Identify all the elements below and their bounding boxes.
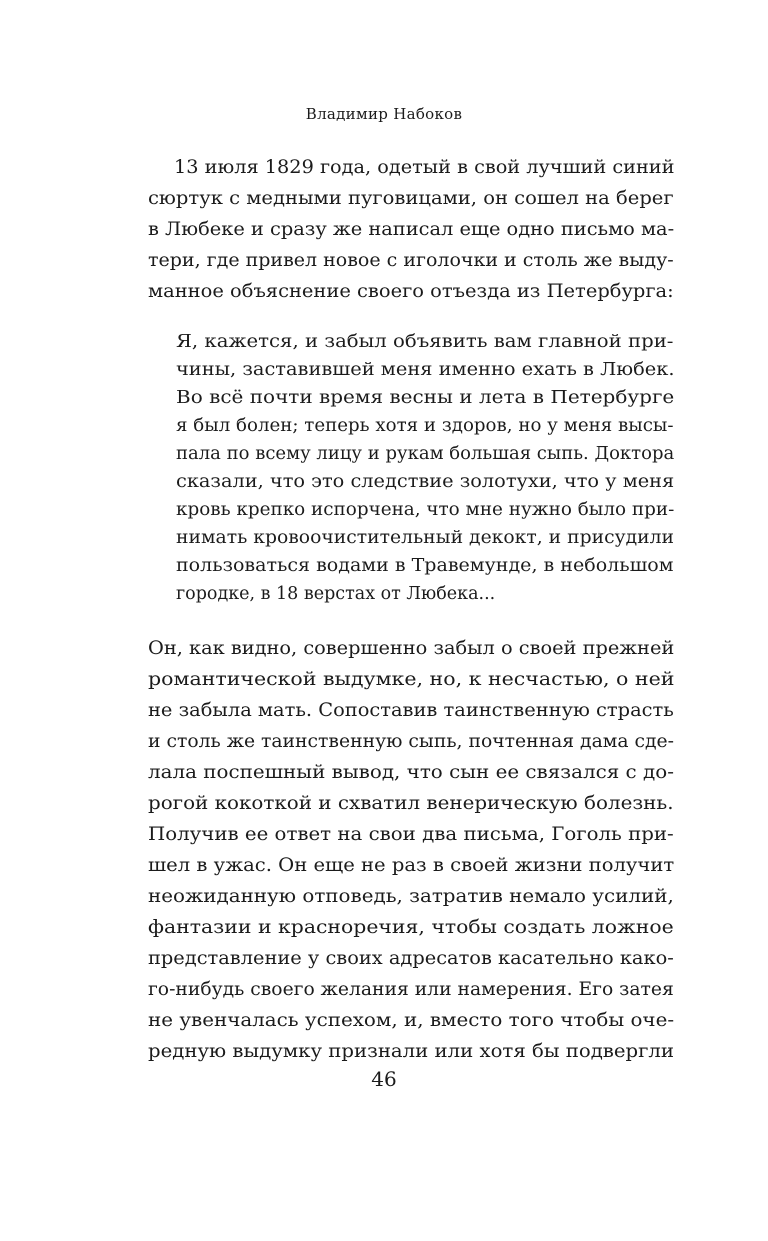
quote-line: пала по всему лицу и рукам большая сыпь. Доктора [176,444,675,464]
text-line: сюртук с медными пуговицами, он сошел на берег [148,187,674,209]
page-number: 46 [371,1067,397,1091]
running-head: Владимир Набоков [305,105,463,123]
text-line: в Любеке и сразу же написал еще одно письмо ма- [148,218,675,240]
quote-line: нимать кровоочистительный декокт, и присудили [176,528,675,548]
quote-line: чины, заставившей меня именно ехать в Любек. [176,360,675,380]
text-line: фантазии и красноречия, чтобы создать ложное [148,916,674,938]
text-line: Получив ее ответ на свои два письма, Гоголь при- [148,823,674,845]
quote-line: я был болен; теперь хотя и здоров, но у меня высы- [176,416,674,436]
quote-line: Я, кажется, и забыл объявить вам главной при- [176,332,674,352]
text-line: представление у своих адресатов касательно како- [148,947,674,969]
text-line: не забыла мать. Сопоставив таинственную страсть [148,699,674,721]
text-line: и столь же таинственную сыпь, почтенная дама сде- [148,730,674,752]
quote-line: пользоваться водами в Травемунде, в небольшом [176,556,674,576]
text-line: манное объяснение своего отъезда из Петербурга: [148,280,674,302]
quote-line: кровь крепко испорчена, что мне нужно было при- [176,500,675,520]
text-line: лала поспешный вывод, что сын ее связался с до- [148,761,674,783]
text-line: шел в ужас. Он еще не раз в своей жизни получит [148,854,675,876]
text-line: Он, как видно, совершенно забыл о своей прежней [148,637,675,659]
text-line: тери, где привел новое с иголочки и столь же выду- [148,249,674,271]
text-line: го-нибудь своего желания или намерения. Его затея [148,978,674,1000]
quote-line: Во всё почти время весны и лета в Петербурге [176,388,675,408]
text-line: рогой кокоткой и схватил венерическую болезнь. [148,792,674,814]
text-line: неожиданную отповедь, затратив немало усилий, [148,885,674,907]
text-line: не увенчалась успехом, и, вместо того чтобы оче- [148,1009,675,1031]
text-line: редную выдумку признали или хотя бы подвергли [148,1040,675,1062]
quote-line: городке, в 18 верстах от Любека... [176,584,496,604]
text-line: романтической выдумке, но, к несчастью, о ней [148,668,675,690]
text-line: 13 июля 1829 года, одетый в свой лучший синий [174,156,675,178]
quote-line: сказали, что это следствие золотухи, что у меня [176,472,675,492]
